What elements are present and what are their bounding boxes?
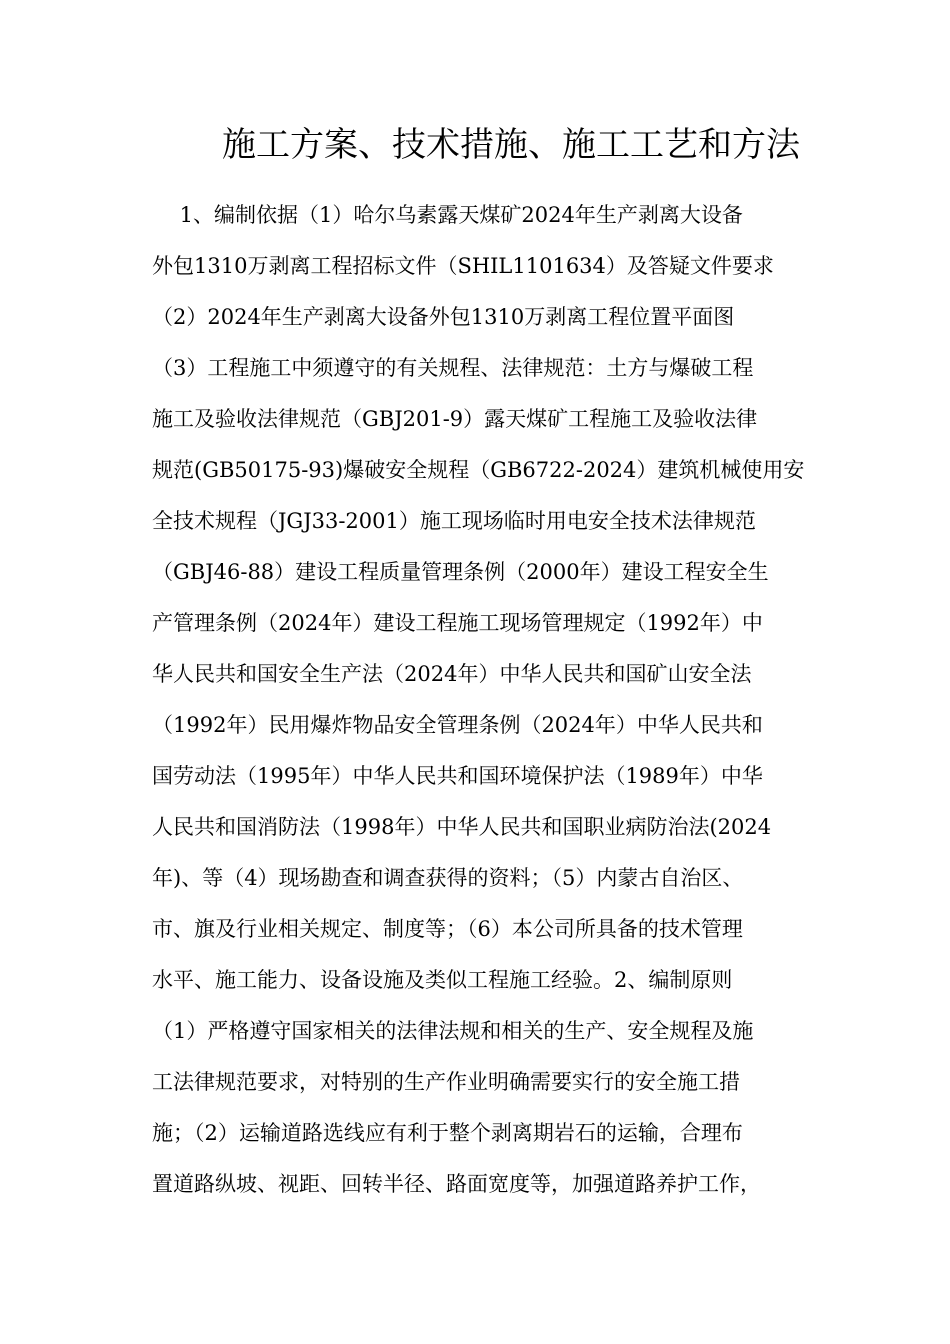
body-line: 市、旗及行业相关规定、制度等；（6）本公司所具备的技术管理 [152, 917, 743, 941]
body-line: 置道路纵坡、视距、回转半径、路面宽度等，加强道路养护工作， [152, 1172, 761, 1196]
body-line: （GBJ46-88）建设工程质量管理条例（2000年）建设工程安全生 [152, 560, 769, 584]
body-line: 外包1310万剥离工程招标文件（SHIL1101634）及答疑文件要求 [152, 254, 774, 278]
body-line: 年)、等（4）现场勘查和调查获得的资料；（5）内蒙古自治区、 [152, 866, 744, 890]
body-line: 水平、施工能力、设备设施及类似工程施工经验。2、编制原则 [152, 968, 733, 992]
body-line: （2）2024年生产剥离大设备外包1310万剥离工程位置平面图 [152, 305, 735, 329]
body-line: 施工及验收法律规范（GBJ201-9）露天煤矿工程施工及验收法律 [152, 407, 758, 431]
document-title: 施工方案、技术措施、施工工艺和方法 [222, 125, 800, 165]
body-line: 工法律规范要求，对特别的生产作业明确需要实行的安全施工措 [152, 1070, 740, 1094]
body-line: 规范(GB50175-93)爆破安全规程（GB6722-2024）建筑机械使用安 [152, 458, 805, 482]
body-line: 1、编制依据（1）哈尔乌素露天煤矿2024年生产剥离大设备 [152, 203, 743, 227]
body-line: 华人民共和国安全生产法（2024年）中华人民共和国矿山安全法 [152, 662, 752, 686]
body-line: （3）工程施工中须遵守的有关规程、法律规范：土方与爆破工程 [152, 356, 754, 380]
body-line: （1992年）民用爆炸物品安全管理条例（2024年）中华人民共和 [152, 713, 763, 737]
body-line: 施；（2）运输道路选线应有利于整个剥离期岩石的运输，合理布 [152, 1121, 743, 1145]
body-line: （1）严格遵守国家相关的法律法规和相关的生产、安全规程及施 [152, 1019, 754, 1043]
body-line: 产管理条例（2024年）建设工程施工现场管理规定（1992年）中 [152, 611, 763, 635]
body-line: 全技术规程（JGJ33-2001）施工现场临时用电安全技术法律规范 [152, 509, 756, 533]
body-line: 国劳动法（1995年）中华人民共和国环境保护法（1989年）中华 [152, 764, 763, 788]
document-body [152, 190, 805, 1210]
body-line: 人民共和国消防法（1998年）中华人民共和国职业病防治法(2024 [152, 815, 772, 839]
